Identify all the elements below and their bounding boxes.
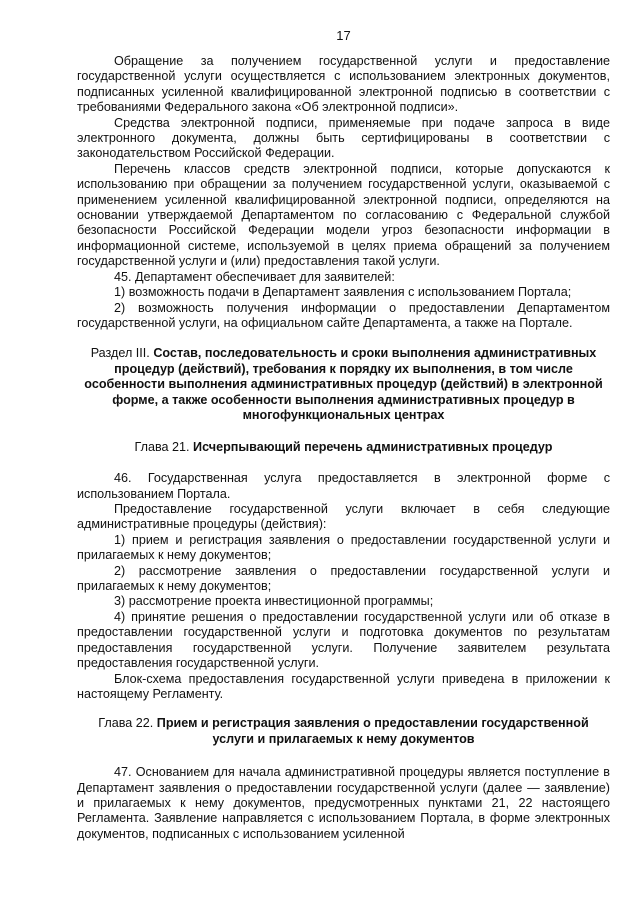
chapter-22-prefix: Глава 22. bbox=[98, 716, 157, 731]
list-item-45-2: 2) возможность получения информации о предоставлении Департаментом государственной услуги, на официальном сайте Департамента, а также на Портале. bbox=[77, 300, 610, 330]
list-item-procedure-2: 2) рассмотрение заявления о предоставлении государственной услуги и прилагаемых к нему документов; bbox=[77, 563, 610, 594]
paragraph-flowchart: Блок-схема предоставления государственной услуги приведена в приложении к настоящему Регламенту. bbox=[77, 671, 610, 701]
list-item-45-1: 1) возможность подачи в Департамент заявления с использованием Портала; bbox=[114, 285, 572, 300]
paragraph-signature-means: Средства электронной подписи, применяемые при подаче запроса в виде электронного документа, должны быть сертифицированы в соответствии с законодательством Российской Федерации. bbox=[77, 115, 610, 161]
chapter-21-title: Исчерпывающий перечень административных процедур bbox=[193, 439, 553, 454]
document-page bbox=[77, 0, 610, 842]
chapter-21-heading bbox=[77, 440, 610, 455]
section-prefix: Раздел III. bbox=[90, 346, 154, 361]
list-item-procedure-1: 1) прием и регистрация заявления о предоставлении государственной услуги и прилагаемых к нему документов; bbox=[77, 532, 610, 563]
paragraph-46: 46. Государственная услуга предоставляется в электронной форме с использованием Портала. bbox=[77, 471, 610, 501]
section-heading bbox=[77, 346, 610, 424]
chapter-21-prefix: Глава 21. bbox=[134, 439, 194, 454]
paragraph-47: 47. Основанием для начала административной процедуры является поступление в Департамент заявления о предоставлении государственной услуги (далее — заявление) и прилагаемых к нему документов, предусмотренных пунктами 21, 22 настоящего Регламента. Заявление направляется с использованием Портала, в форме электронных документов, подписанных с использованием усиленной bbox=[77, 765, 610, 841]
chapter-22-heading bbox=[77, 716, 610, 747]
list-item-procedure-4: 4) принятие решения о предоставлении государственной услуги или об отказе в предоставлении государственной услуги и подготовка документов по результатам предоставления государственной услуги. Получение заявителем результата предоставления государственной услуги. bbox=[77, 609, 610, 671]
paragraph-45: 45. Департамент обеспечивает для заявителей: bbox=[114, 269, 395, 284]
paragraph-electronic-documents: Обращение за получением государственной услуги и предоставление государственной услуги осуществляется с использованием электронных документов, подписанных усиленной квалифицированной электронной подписью в соответствии с требованиями Федерального закона «Об электронной подписи». bbox=[77, 54, 610, 115]
chapter-22-title: Прием и регистрация заявления о предоставлении государственной услуги и прилагаемых к нему документов bbox=[156, 716, 589, 746]
page-number: 17 bbox=[336, 28, 351, 43]
section-title: Состав, последовательность и сроки выполнения административных процедур (действий), требования к порядку их выполнения, в том числе особенности выполнения административных процедур (действий) в электронной форме, а также особенности выполнения административных процедур в многофункциональных центрах bbox=[84, 346, 603, 423]
list-item-procedure-3: 3) рассмотрение проекта инвестиционной программы; bbox=[114, 594, 434, 609]
paragraph-signature-classes: Перечень классов средств электронной подписи, которые допускаются к использованию при обращении за получением государственной услуги, оказываемой с применением усиленной квалифицированной электронной подписи, определяются на основании утверждаемой Департаментом по согласованию с Федеральной службой безопасности Российской Федерации модели угроз безопасности информации в информационной системе, используемой в целях приема обращений за получением государственной услуги и (или) предоставления такой услуги. bbox=[77, 161, 610, 269]
paragraph-procedures-intro: Предоставление государственной услуги включает в себя следующие административные процедуры (действия): bbox=[77, 502, 610, 532]
